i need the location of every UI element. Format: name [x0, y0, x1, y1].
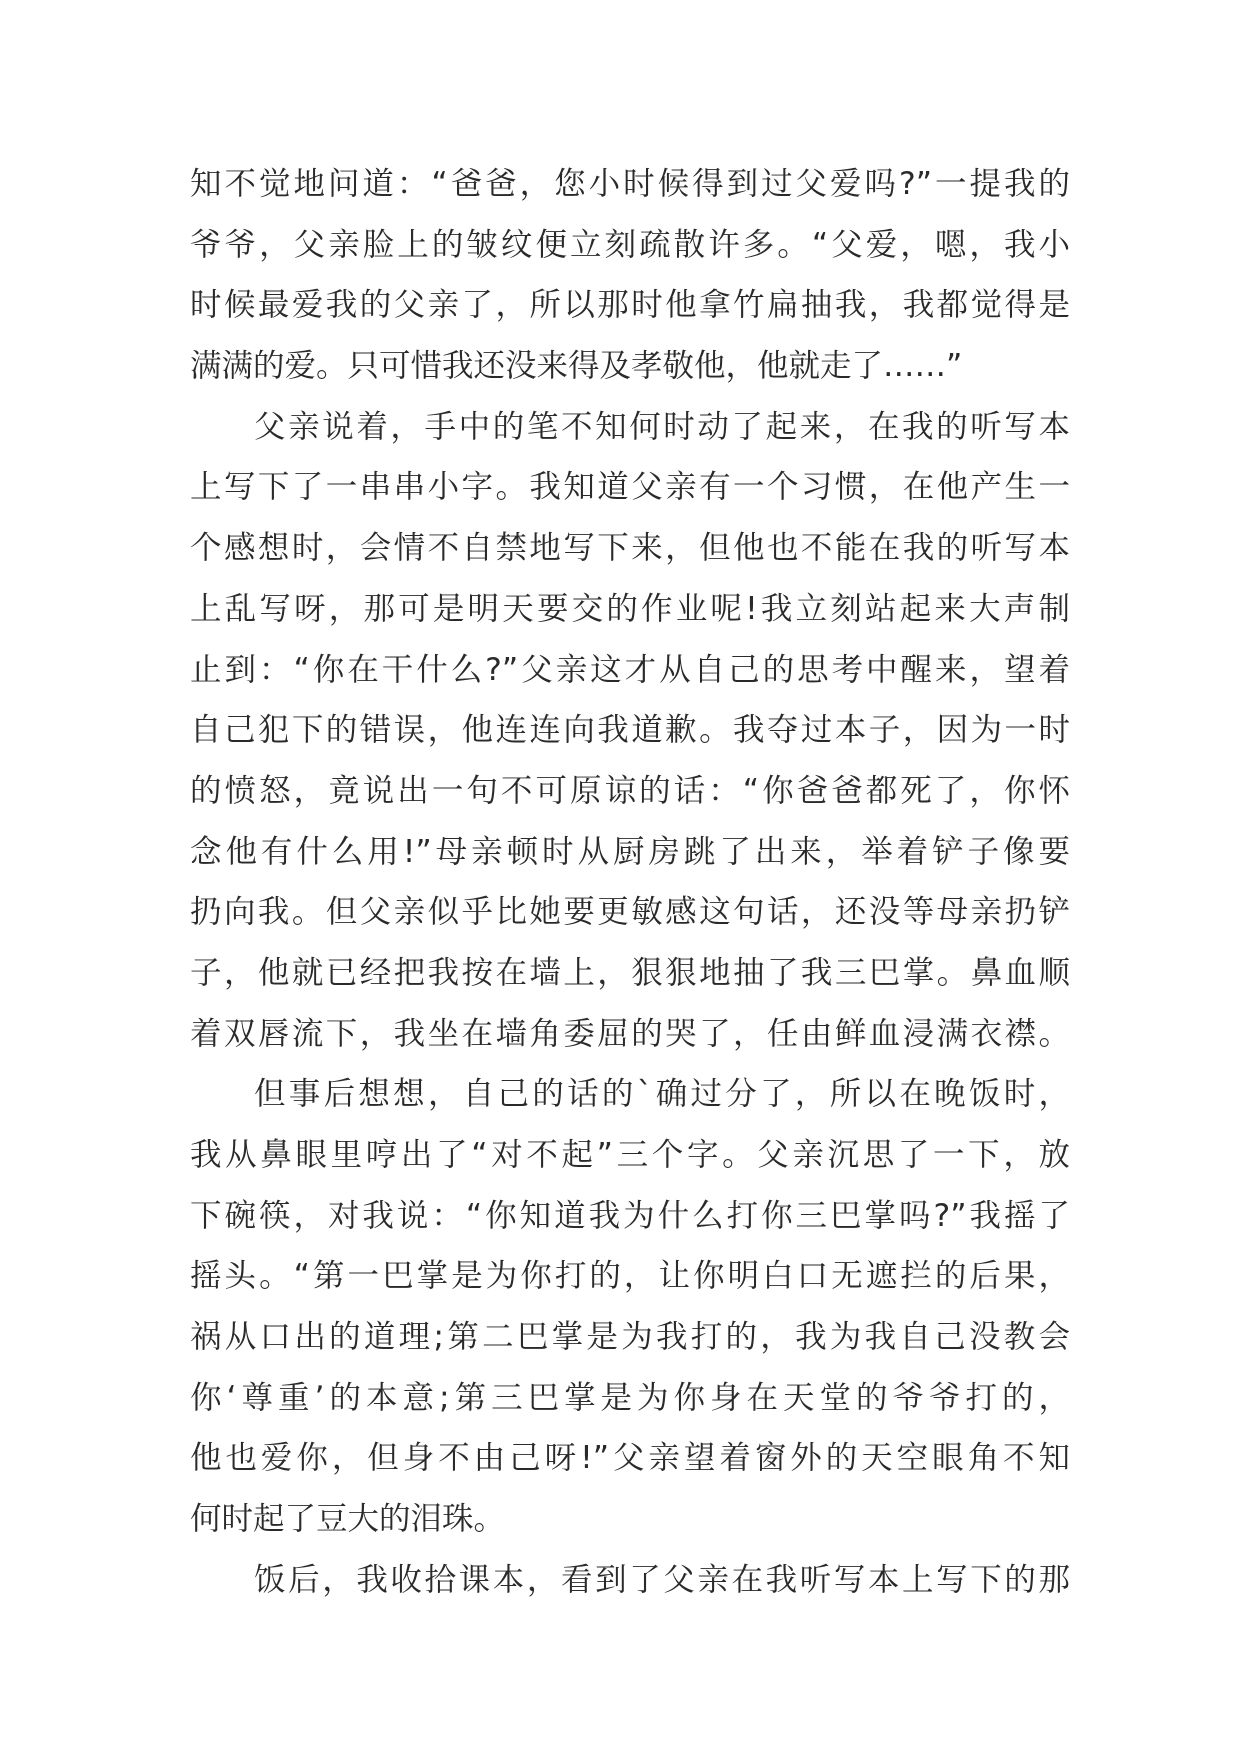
text-line: 满满的爱。只可惜我还没来得及孝敬他，他就走了……” [190, 348, 963, 385]
text-line: 爷爷，父亲脸上的皱纹便立刻疏散许多。“父爱，嗯，我小 [190, 226, 1070, 263]
text-line: 着双唇流下，我坐在墙角委屈的哭了，任由鲜血浸满衣襟。 [190, 1015, 1070, 1052]
text-line: 时候最爱我的父亲了，所以那时他拿竹扁抽我，我都觉得是 [190, 287, 1070, 324]
body-text [190, 154, 1070, 1611]
text-line: 下碗筷，对我说：“你知道我为什么打你三巴掌吗?”我摇了 [190, 1197, 1070, 1234]
text-line: 知不觉地问道：“爸爸，您小时候得到过父爱吗?”一提我的 [190, 166, 1070, 202]
text-line: 自己犯下的错误，他连连向我道歉。我夺过本子，因为一时 [190, 712, 1070, 749]
text-line: 的愤怒，竟说出一句不可原谅的话：“你爸爸都死了，你怀 [190, 772, 1070, 809]
text-line: 子，他就已经把我按在墙上，狠狠地抽了我三巴掌。鼻血顺 [190, 954, 1070, 991]
text-line: 念他有什么用!”母亲顿时从厨房跳了出来，举着铲子像要 [190, 833, 1070, 870]
text-line: 摇头。“第一巴掌是为你打的，让你明白口无遮拦的后果， [190, 1258, 1070, 1295]
text-line: 个感想时，会情不自禁地写下来，但他也不能在我的听写本 [190, 530, 1070, 567]
text-line: 他也爱你，但身不由己呀!”父亲望着窗外的天空眼角不知 [190, 1440, 1070, 1477]
text-line: 我从鼻眼里哼出了“对不起”三个字。父亲沉思了一下，放 [190, 1137, 1070, 1173]
text-line: 你‘尊重’的本意;第三巴掌是为你身在天堂的爷爷打的， [190, 1379, 1070, 1416]
text-line: 祸从口出的道理;第二巴掌是为我打的，我为我自己没教会 [190, 1319, 1070, 1356]
text-line: 但事后想想，自己的话的`确过分了，所以在晚饭时， [254, 1076, 1070, 1113]
text-line: 上写下了一串串小字。我知道父亲有一个习惯，在他产生一 [190, 469, 1070, 506]
text-line: 何时起了豆大的泪珠。 [190, 1501, 506, 1538]
text-line: 止到：“你在干什么?”父亲这才从自己的思考中醒来，望着 [190, 651, 1070, 688]
text-line: 饭后，我收拾课本，看到了父亲在我听写本上写下的那 [254, 1561, 1070, 1598]
text-line: 扔向我。但父亲似乎比她要更敏感这句话，还没等母亲扔铲 [190, 894, 1070, 931]
text-line: 上乱写呀，那可是明天要交的作业呢!我立刻站起来大声制 [190, 590, 1070, 627]
text-line: 父亲说着，手中的笔不知何时动了起来，在我的听写本 [254, 408, 1070, 445]
